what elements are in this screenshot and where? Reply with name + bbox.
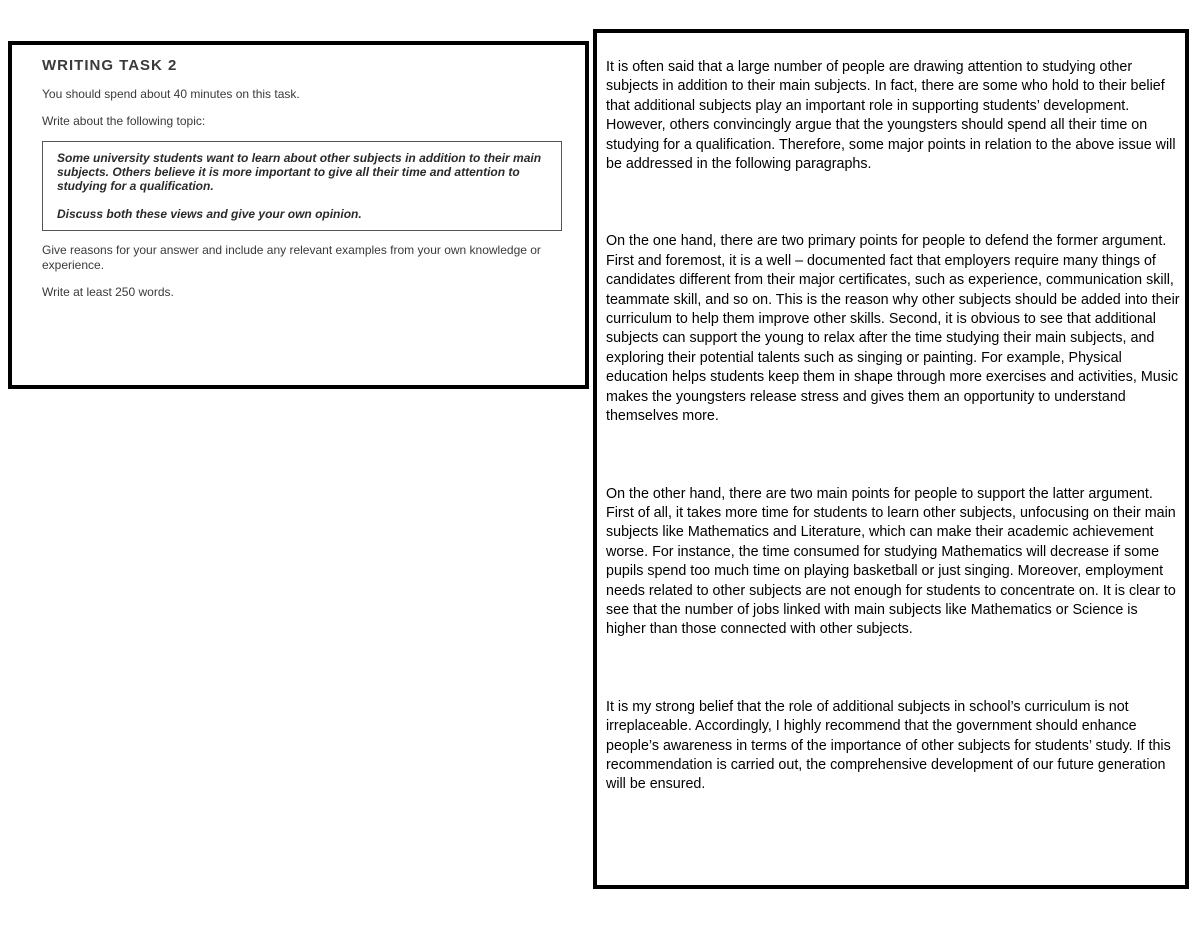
task-scan: [42, 57, 562, 312]
time-instruction: You should spend about 40 minutes on this task.: [42, 87, 300, 101]
essay-paragraph-introduction: It is often said that a large number of people are drawing attention to studying other subjects in addition to their main subjects. In fact, there are some who hold to their belief that additional subjects play an important role in supporting students’ development. However, others convincingly argue that the youngsters should spend all their time on studying for a qualification. Therefore, some major points in relation to the above issue will be addressed in the following paragraphs.: [606, 59, 1176, 173]
essay-paragraph-conclusion: It is my strong belief that the role of additional subjects in school’s curriculum is not irreplaceable. Accordingly, I highly recommend that the government should enhance people’s awareness in terms of the importance of other subjects for students’ study. If this recommendation is carried out, the comprehensive development of our future generation will be ensured.: [606, 698, 1171, 793]
prompt-box: [42, 141, 562, 231]
essay-box: [593, 29, 1189, 889]
prompt-instruction: Discuss both these views and give your own opinion.: [57, 207, 362, 221]
task-title: WRITING TASK 2: [42, 57, 178, 74]
prompt-text: Some university students want to learn about other subjects in addition to their main subjects. Others believe it is more important to give all their time and attention to studying for a qualification.: [57, 151, 542, 193]
essay-paragraph-second-view: On the other hand, there are two main points for people to support the latter argument. First of all, it takes more time for students to learn other subjects, unfocusing on their main subjects like Mathematics and Literature, which can make their academic achievement worse. For instance, the time consumed for studying Mathematics will decrease if some pupils spend too much time on playing basketball or just singing. Moreover, employment needs related to other subjects are not enough for students to concentrate on. It is clear to see that the number of jobs linked with main subjects like Mathematics or Science is higher than those connected with other subjects.: [606, 485, 1176, 638]
word-count-instruction: Write at least 250 words.: [42, 285, 174, 299]
essay-paragraph-first-view: On the one hand, there are two primary points for people to defend the former argument. First and foremost, it is a well – documented fact that employers require many things of candidates different from their major certificates, such as experience, communication skill, teammate skill, and so on. This is the reason why other subjects should be added into their curriculum to help them improve other skills. Second, it is obvious to see that additional subjects can support the young to relax after the time studying their main subjects, and exploring their potential talents such as singing or painting. For example, Physical education helps students keep them in shape through more exercises and activities, Music makes the youngsters release stress and gives them an opportunity to understand themselves more.: [606, 233, 1180, 425]
task-box: [8, 41, 589, 389]
essay-content: [606, 58, 1181, 853]
reasons-instruction: Give reasons for your answer and include any relevant examples from your own knowledge or experience.: [42, 243, 541, 272]
topic-intro: Write about the following topic:: [42, 114, 206, 128]
